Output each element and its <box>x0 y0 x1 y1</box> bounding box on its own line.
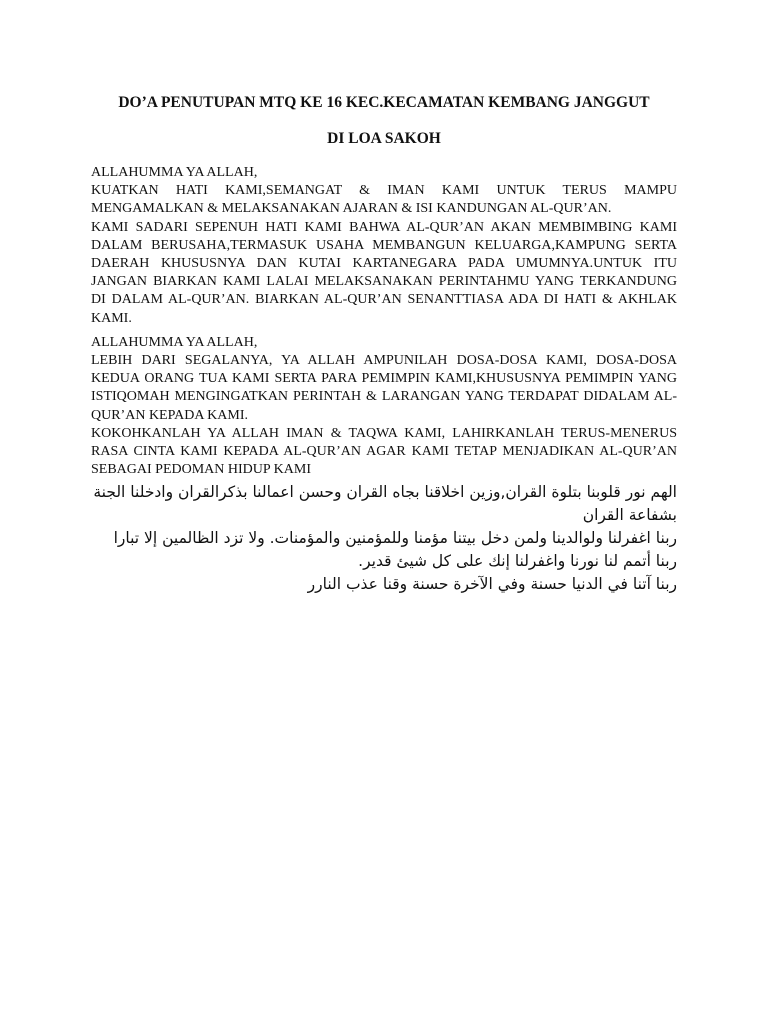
arabic-prayer-line: ربنا آتنا في الدنيا حسنة وفي الآخرة حسنة وقنا عذب النارر <box>307 575 677 594</box>
prayer-paragraph: KOKOHKANLAH YA ALLAH IMAN & TAQWA KAMI, LAHIRKANLAH TERUS-MENERUS RASA CINTA KAMI KEPADA AL-QUR’AN AGAR KAMI TETAP MENJADIKAN AL-QUR’AN SEBAGAI PEDOMAN HIDUP KAMI <box>91 425 677 478</box>
arabic-prayer-line: ربنا اغفرلنا ولوالدينا ولمن دخل بيتنا مؤمنا وللمؤمنين والمؤمنات. ولا تزد الظالمين إلا تبارا <box>113 529 677 548</box>
invocation-paragraph: ALLAHUMMA YA ALLAH, <box>91 165 258 180</box>
document-subtitle: DI LOA SAKOH <box>327 130 441 147</box>
prayer-paragraph: KUATKAN HATI KAMI,SEMANGAT & IMAN KAMI UNTUK TERUS MAMPU MENGAMALKAN & MELAKSANAKAN AJARAN & ISI KANDUNGAN AL-QUR’AN. <box>91 183 677 217</box>
document-body <box>91 92 677 596</box>
arabic-prayer-line: الهم نور قلوبنا بتلوة القران,وزين اخلاقنا بجاه القران وحسن اعمالنا بذكرالقران وادخلنا الجنة بشفاعة القران <box>93 483 677 525</box>
arabic-prayer-block <box>91 481 677 596</box>
prayer-paragraph: KAMI SADARI SEPENUH HATI KAMI BAHWA AL-QUR’AN AKAN MEMBIMBING KAMI DALAM BERUSAHA,TERMASUK USAHA MEMBANGUN KELUARGA,KAMPUNG SERTA DAERAH KHUSUSNYA DAN KUTAI KARTANEGARA PADA UMUMNYA.UNTUK ITU JANGAN BIARKAN KAMI LALAI MELAKSANAKAN PERINTAHMU YANG TERKANDUNG DI DALAM AL-QUR’AN. BIARKAN AL-QUR’AN SENANTTIASA ADA DI HATI & AKHLAK KAMI. <box>91 219 677 326</box>
arabic-prayer-line: ربنا أتمم لنا نورنا واغفرلنا إنك على كل شيئ قدير. <box>358 552 677 571</box>
prayer-paragraph: LEBIH DARI SEGALANYA, YA ALLAH AMPUNILAH DOSA-DOSA KAMI, DOSA-DOSA KEDUA ORANG TUA KAMI SERTA PARA PEMIMPIN KAMI,KHUSUSNYA PEMIMPIN YANG ISTIQOMAH MENGINGATKAN PERINTAH & LARANGAN YANG TERDAPAT DIDALAM AL-QUR’AN KEPADA KAMI. <box>91 353 677 423</box>
document-title: DO’A PENUTUPAN MTQ KE 16 KEC.KECAMATAN KEMBANG JANGGUT <box>118 94 650 111</box>
invocation-paragraph: ALLAHUMMA YA ALLAH, <box>91 334 258 350</box>
